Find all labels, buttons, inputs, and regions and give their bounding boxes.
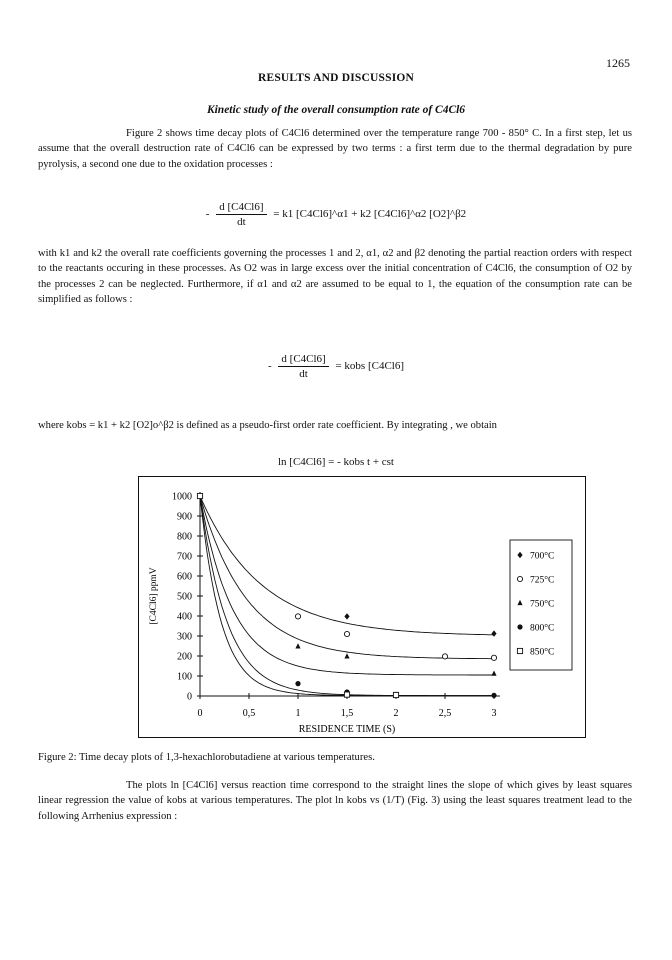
x-tick-label: 2	[393, 708, 399, 719]
kobs-definition-paragraph: where kobs = k1 + k2 [O2]o^β2 is defined as a pseudo-first order rate coefficient. By integrating , we obtain	[38, 420, 497, 431]
x-tick-label: 2,5	[438, 708, 452, 719]
legend-label-2: 725°C	[530, 575, 555, 586]
intro-paragraph: Figure 2 shows time decay plots of C4Cl6 determined over the temperature range 700 - 850° C. In a first step, let us assume that the overall destruction rate of C4Cl6 can be expressed by two terms : a first term due to the thermal degradation by pure pyrolysis, a second one due to the oxidation processes :	[38, 128, 632, 170]
data-point-series-2	[344, 631, 349, 636]
rate-equation-2-rhs: = kobs [C4Cl6]	[335, 360, 405, 373]
rate-equation-2: - $\frac{d [C4Cl6]}{dt}$ = kobs [C4Cl6]	[267, 353, 405, 380]
data-point-series-5	[197, 493, 202, 498]
data-point-series-5	[344, 692, 349, 697]
decay-curve-3	[200, 496, 494, 675]
rate-equation-1-denominator: dt	[237, 216, 246, 228]
data-point-series-5	[393, 692, 398, 697]
decay-chart-svg	[138, 476, 586, 738]
legend-marker-2	[517, 576, 522, 581]
legend-label-4: 800°C	[530, 623, 555, 634]
rate-equation-1-numerator: d [C4Cl6]	[216, 201, 266, 215]
y-tick-label: 300	[177, 631, 192, 643]
definitions-paragraph: with k1 and k2 the overall rate coefficients governing the processes 1 and 2, α1, α2 and β2 denoting the partial reaction orders with respect to the reactants occuring in these processes. As O2 was in large excess over the initial concentration of C4Cl6, the consumption of O2 by the processes 2 can be neglected. Furthermore, if α1 and α2 are assumed to be equal to 1, the equation of the consumption rate can be simplified as follows :	[38, 248, 632, 306]
data-point-series-2	[491, 655, 496, 660]
integrated-rate-equation: ln [C4Cl6] = - kobs t + cst	[278, 456, 394, 468]
x-tick-label: 0	[197, 708, 203, 719]
y-tick-label: 800	[177, 531, 192, 543]
y-tick-label: 400	[177, 611, 192, 623]
legend-marker-4	[517, 624, 522, 629]
legend-label-3: 750°C	[530, 599, 555, 610]
chart-markers	[197, 493, 496, 698]
x-tick-label: 3	[491, 708, 497, 719]
y-tick-label: 1000	[172, 491, 192, 503]
x-axis-label: RESIDENCE TIME (S)	[298, 724, 396, 735]
figure-caption: Figure 2: Time decay plots of 1,3-hexachlorobutadiene at various temperatures.	[38, 752, 375, 763]
y-tick-label: 200	[177, 651, 192, 663]
legend-label-5: 850°C	[530, 647, 555, 658]
data-point-series-4	[491, 693, 496, 698]
data-point-series-3	[344, 653, 349, 658]
data-point-series-4	[295, 681, 300, 686]
rate-equation-2-denominator: dt	[299, 368, 308, 380]
y-tick-label: 900	[177, 511, 192, 523]
page-number: 1265	[606, 56, 630, 70]
y-tick-label: 500	[177, 591, 192, 603]
rate-equation-2-fraction	[278, 353, 328, 380]
data-point-series-3	[295, 643, 300, 648]
decay-chart	[138, 476, 586, 738]
y-tick-label: 100	[177, 671, 192, 683]
x-tick-label: 1	[295, 708, 301, 719]
rate-equation-1: - $\frac{d [C4Cl6]}{dt}$ = k1 [C4Cl6]^α1 + k2 [C4Cl6]^α2 [O2]^β2	[205, 201, 467, 228]
y-tick-label: 600	[177, 571, 192, 583]
legend-label-1: 700°C	[530, 551, 555, 562]
rate-equation-1-rhs: = k1 [C4Cl6]^α1 + k2 [C4Cl6]^α2 [O2]^β2	[273, 208, 467, 221]
chart-axes	[149, 492, 500, 736]
rate-equation-1-fraction	[216, 201, 266, 228]
rate-equation-2-numerator: d [C4Cl6]	[278, 353, 328, 367]
section-heading: RESULTS AND DISCUSSION	[257, 72, 415, 84]
x-tick-label: 1,5	[340, 708, 354, 719]
y-axis-label: [C4Cl6] ppmV	[149, 567, 159, 625]
y-tick-label: 700	[177, 551, 192, 563]
legend-marker-5	[517, 648, 522, 653]
data-point-series-2	[295, 614, 300, 619]
data-point-series-1	[344, 613, 349, 619]
y-tick-label: 0	[187, 691, 192, 703]
x-tick-label: 0,5	[242, 708, 256, 719]
data-point-series-2	[442, 654, 447, 659]
arrhenius-paragraph: The plots ln [C4Cl6] versus reaction time correspond to the straight lines the slope of which gives by least squares linear regression the value of kobs at various temperatures. The plot ln kobs vs (1/T) (Fig. 3) using the least squares treatment lead to the following Arrhenius expression :	[38, 780, 632, 822]
data-point-series-3	[491, 671, 496, 676]
chart-curves	[200, 496, 494, 696]
data-point-series-1	[491, 630, 496, 636]
subsection-heading: Kinetic study of the overall consumption rate of C4Cl6	[206, 104, 466, 116]
chart-legend	[510, 540, 572, 670]
